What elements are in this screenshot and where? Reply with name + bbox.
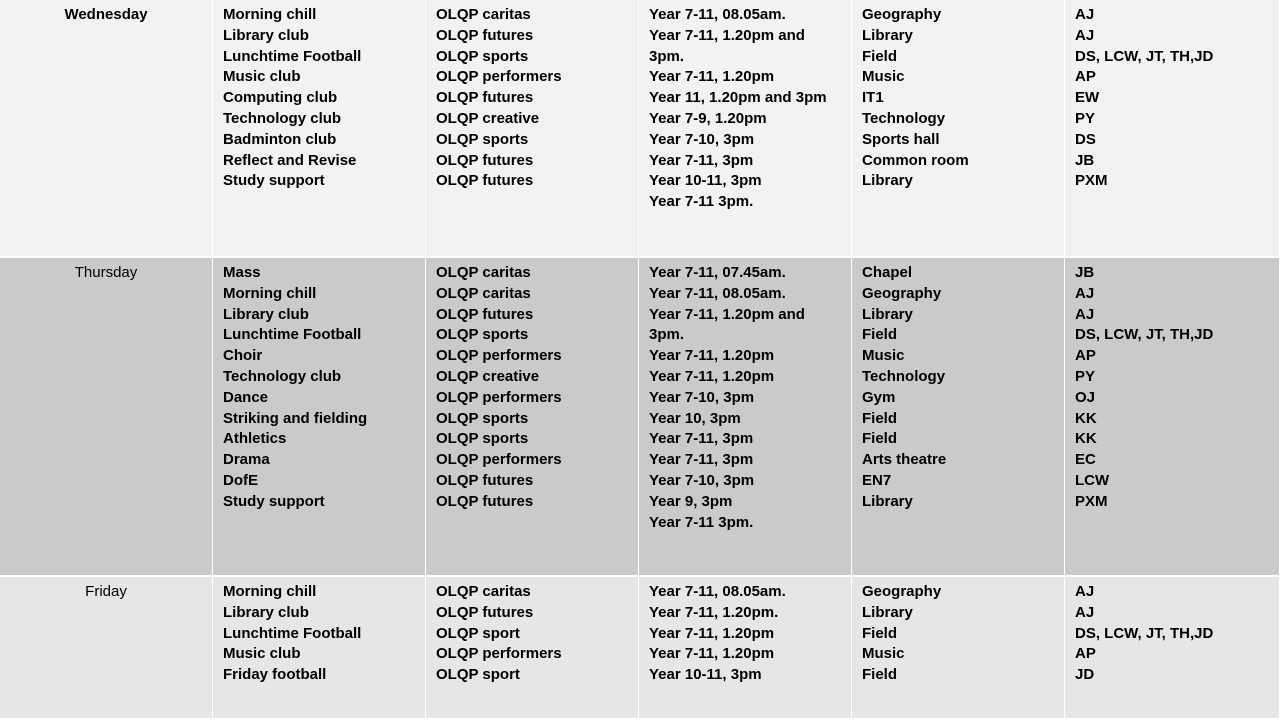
staff-cell [1065,258,1280,577]
time-item: Year 7-10, 3pm [649,130,755,148]
room-item: Library [862,172,913,190]
room-item: Music [862,347,905,365]
strand-item: OLQP performers [436,451,562,469]
staff-item: AJ [1075,284,1095,302]
staff-item: OJ [1075,388,1096,406]
strand-item: OLQP futures [436,26,534,44]
activity-item: Dance [223,388,269,406]
room-item: Field [862,326,898,344]
activities-cell [213,258,426,577]
activity-item: Drama [223,451,270,469]
time-item: Year 7-11, 1.20pm and 3pm. [649,26,805,65]
strand-item: OLQP futures [436,305,534,323]
staff-item: AJ [1075,6,1095,23]
activity-item: Library club [223,603,309,621]
strand-item: OLQP sport [436,666,520,684]
room-item: Common room [862,151,969,169]
staff-item: JB [1075,151,1095,169]
time-item: Year 7-11, 1.20pm [649,68,775,86]
times-cell [639,577,852,720]
rooms-cell [852,0,1065,258]
staff-item: LCW [1075,471,1110,489]
strands-cell [426,0,639,258]
staff-cell [1065,0,1280,258]
strand-item: OLQP sports [436,47,529,65]
room-item: Field [862,47,898,65]
staff-item: JB [1075,264,1095,281]
staff-item: KK [1075,409,1097,427]
time-item: Year 11, 1.20pm and 3pm [649,89,827,107]
time-item: Year 7-11, 08.05am. [649,583,786,600]
time-item: Year 7-11, 1.20pm [649,624,775,642]
staff-item: AJ [1075,305,1095,323]
time-item: Year 7-11, 07.45am. [649,264,786,281]
day-cell [0,258,213,577]
staff-item: EW [1075,89,1100,107]
activity-item: Lunchtime Football [223,47,362,65]
staff-item: AJ [1075,583,1095,600]
staff-cell [1065,577,1280,720]
strands-cell [426,577,639,720]
strand-item: OLQP futures [436,172,534,190]
room-item: Music [862,68,905,86]
activity-item: Reflect and Revise [223,151,357,169]
day-label: Friday [85,583,127,600]
time-item: Year 10-11, 3pm [649,666,762,684]
activity-item: Music club [223,68,301,86]
activity-item: Morning chill [223,284,317,302]
strand-item: OLQP creative [436,367,540,385]
strand-item: OLQP sports [436,130,529,148]
room-item: Chapel [862,264,913,281]
staff-item: PY [1075,367,1096,385]
time-item: Year 7-11, 1.20pm and 3pm. [649,305,805,344]
staff-item: KK [1075,430,1097,448]
activity-item: Study support [223,492,325,510]
activities-cell [213,577,426,720]
room-item: Gym [862,388,896,406]
activity-item: Lunchtime Football [223,624,362,642]
room-item: Field [862,430,898,448]
strand-item: OLQP performers [436,347,562,365]
day-cell [0,0,213,258]
room-item: Library [862,305,913,323]
strand-item: OLQP performers [436,645,562,663]
staff-item: DS, LCW, JT, TH,JD [1075,47,1214,65]
time-item: Year 7-11, 08.05am. [649,6,786,23]
time-item: Year 7-11 3pm. [649,193,754,211]
room-item: Library [862,492,913,510]
room-item: IT1 [862,89,884,107]
staff-item: AP [1075,347,1096,365]
strand-item: OLQP caritas [436,264,531,281]
activity-item: DofE [223,471,258,489]
room-item: Library [862,26,913,44]
time-item: Year 7-10, 3pm [649,471,755,489]
time-item: Year 7-11, 08.05am. [649,284,786,302]
strand-item: OLQP futures [436,471,534,489]
activity-item: Library club [223,305,309,323]
staff-item: AJ [1075,26,1095,44]
strand-item: OLQP futures [436,492,534,510]
strand-item: OLQP caritas [436,6,531,23]
activity-item: Computing club [223,89,338,107]
activity-item: Mass [223,264,261,281]
activities-cell [213,0,426,258]
activity-item: Study support [223,172,325,190]
strands-cell [426,258,639,577]
activity-item: Music club [223,645,301,663]
strand-item: OLQP sports [436,430,529,448]
staff-item: PY [1075,109,1096,127]
strand-item: OLQP sports [436,409,529,427]
time-item: Year 7-11, 1.20pm [649,367,775,385]
activity-item: Library club [223,26,309,44]
room-item: EN7 [862,471,892,489]
time-item: Year 9, 3pm [649,492,733,510]
day-label: Thursday [74,264,138,281]
staff-item: AP [1075,68,1096,86]
staff-item: JD [1075,666,1095,684]
time-item: Year 7-11, 1.20pm [649,645,775,663]
room-item: Library [862,603,913,621]
time-item: Year 7-11, 3pm [649,430,754,448]
times-cell [639,258,852,577]
time-item: Year 10-11, 3pm [649,172,762,190]
activity-item: Friday football [223,666,327,684]
day-label: Wednesday [64,6,148,23]
activity-item: Morning chill [223,583,317,600]
staff-item: AJ [1075,603,1095,621]
rooms-cell [852,577,1065,720]
staff-item: PXM [1075,492,1108,510]
strand-item: OLQP futures [436,151,534,169]
activity-item: Striking and fielding [223,409,368,427]
strand-item: OLQP caritas [436,583,531,600]
activity-item: Technology club [223,109,342,127]
time-item: Year 7-11, 3pm [649,451,754,469]
times-cell [639,0,852,258]
strand-item: OLQP futures [436,603,534,621]
room-item: Music [862,645,905,663]
day-cell [0,577,213,720]
staff-item: DS, LCW, JT, TH,JD [1075,326,1214,344]
staff-item: PXM [1075,172,1108,190]
room-item: Geography [862,6,942,23]
staff-item: AP [1075,645,1096,663]
time-item: Year 10, 3pm [649,409,741,427]
time-item: Year 7-9, 1.20pm [649,109,767,127]
strand-item: OLQP performers [436,388,562,406]
staff-item: DS, LCW, JT, TH,JD [1075,624,1214,642]
activity-item: Badminton club [223,130,337,148]
strand-item: OLQP sport [436,624,520,642]
room-item: Sports hall [862,130,940,148]
activity-item: Lunchtime Football [223,326,362,344]
room-item: Arts theatre [862,451,947,469]
time-item: Year 7-11 3pm. [649,513,754,531]
staff-item: DS [1075,130,1096,148]
room-item: Field [862,624,898,642]
strand-item: OLQP creative [436,109,540,127]
room-item: Geography [862,583,942,600]
strand-item: OLQP sports [436,326,529,344]
room-item: Field [862,409,898,427]
time-item: Year 7-11, 1.20pm. [649,603,779,621]
strand-item: OLQP caritas [436,284,531,302]
time-item: Year 7-11, 3pm [649,151,754,169]
activity-item: Morning chill [223,6,317,23]
time-item: Year 7-10, 3pm [649,388,755,406]
staff-item: EC [1075,451,1096,469]
rooms-cell [852,258,1065,577]
activity-item: Athletics [223,430,287,448]
room-item: Technology [862,367,946,385]
strand-item: OLQP futures [436,89,534,107]
activity-item: Choir [223,347,263,365]
room-item: Field [862,666,898,684]
strand-item: OLQP performers [436,68,562,86]
room-item: Geography [862,284,942,302]
time-item: Year 7-11, 1.20pm [649,347,775,365]
room-item: Technology [862,109,946,127]
activity-item: Technology club [223,367,342,385]
